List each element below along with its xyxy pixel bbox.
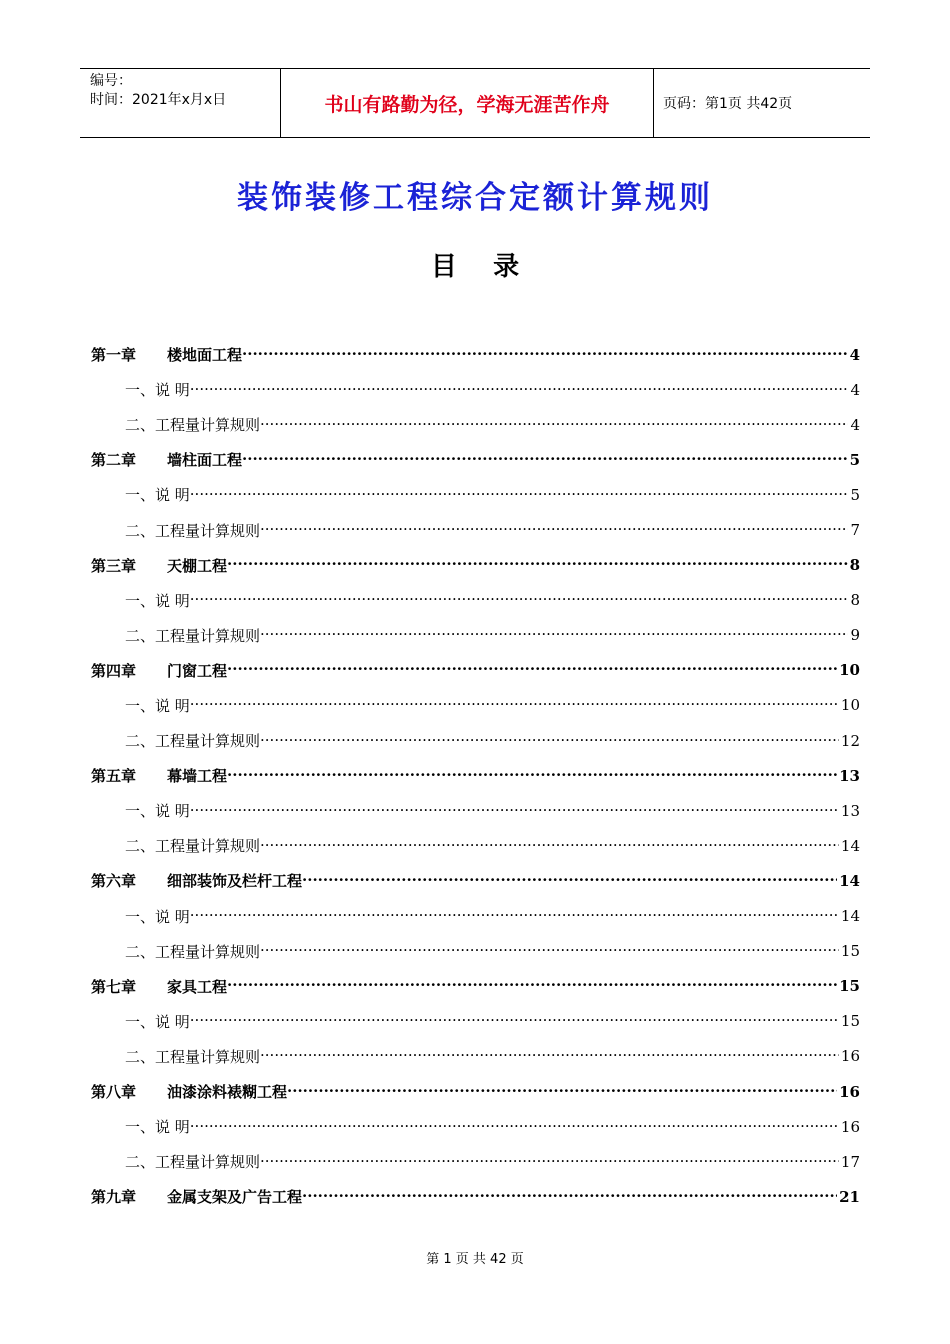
toc-dot-leader	[242, 453, 848, 467]
toc-page-number: 14	[840, 836, 860, 855]
toc-page-number: 4	[850, 415, 860, 434]
toc-entry-title: 一、说 明	[125, 591, 190, 610]
toc-entry-title: 一、说 明	[125, 381, 190, 400]
toc-section-row[interactable]	[91, 723, 860, 758]
toc-entry-title: 天棚工程	[167, 556, 228, 575]
toc-chapter-row[interactable]	[91, 1179, 860, 1214]
header-table	[80, 68, 870, 138]
toc-heading: 目 录	[430, 252, 520, 282]
toc-page-number: 13	[839, 766, 860, 785]
toc-dot-leader	[260, 1049, 839, 1063]
toc-chapter-number: 第二章	[91, 451, 137, 470]
toc-section-row[interactable]	[91, 828, 860, 863]
toc-dot-leader	[287, 1085, 837, 1099]
toc-page-number: 15	[839, 977, 860, 996]
number-label: 编号：	[90, 73, 132, 89]
toc-section-row[interactable]	[91, 688, 860, 723]
toc-section-row[interactable]	[91, 1144, 860, 1179]
toc-section-row[interactable]	[91, 512, 860, 547]
toc-entry-title: 家具工程	[167, 977, 228, 996]
page-info: 页码：第1页 共42页	[663, 96, 793, 112]
toc-entry-title: 一、说 明	[125, 1012, 190, 1031]
toc-entry-title: 二、工程量计算规则	[125, 521, 261, 540]
toc-entry-title: 油漆涂料裱糊工程	[167, 1083, 288, 1102]
toc-section-row[interactable]	[91, 1109, 860, 1144]
toc-chapter-number: 第七章	[91, 977, 137, 996]
toc-dot-leader	[260, 944, 839, 958]
toc-chapter-row[interactable]	[91, 969, 860, 1004]
toc-page-number: 8	[850, 591, 860, 610]
toc-entry-title: 二、工程量计算规则	[125, 732, 261, 751]
toc-chapter-row[interactable]	[91, 1074, 860, 1109]
toc-dot-leader	[190, 698, 839, 712]
toc-page-number: 4	[849, 345, 860, 364]
toc-section-row[interactable]	[91, 793, 860, 828]
toc-page-number: 16	[840, 1117, 860, 1136]
toc-page-number: 10	[839, 661, 860, 680]
time-label: 时间：2021年x月x日	[90, 92, 227, 108]
toc-entry-title: 墙柱面工程	[167, 451, 243, 470]
toc-chapter-row[interactable]	[91, 653, 860, 688]
toc-dot-leader	[302, 1190, 837, 1204]
toc-page-number: 14	[840, 907, 860, 926]
toc-page-number: 16	[840, 1047, 860, 1066]
toc-chapter-number: 第六章	[91, 872, 137, 891]
toc-entry-title: 楼地面工程	[167, 346, 243, 365]
toc-dot-leader	[260, 418, 848, 432]
toc-entry-title: 门窗工程	[167, 661, 228, 680]
toc-dot-leader	[260, 734, 839, 748]
toc-chapter-number: 第九章	[91, 1188, 137, 1207]
toc-chapter-row[interactable]	[91, 758, 860, 793]
toc-section-row[interactable]	[91, 1004, 860, 1039]
toc-entry-title: 一、说 明	[125, 802, 190, 821]
toc-entry-title: 二、工程量计算规则	[125, 837, 261, 856]
toc-dot-leader	[260, 1155, 839, 1169]
toc-section-row[interactable]	[91, 477, 860, 512]
toc-entry-title: 一、说 明	[125, 696, 190, 715]
toc-page-number: 5	[850, 485, 860, 504]
toc-chapter-row[interactable]	[91, 337, 860, 372]
toc-dot-leader	[227, 558, 848, 572]
toc-page-number: 15	[840, 942, 860, 961]
toc-dot-leader	[302, 874, 837, 888]
toc-section-row[interactable]	[91, 372, 860, 407]
toc-chapter-number: 第八章	[91, 1083, 137, 1102]
toc-entry-title: 金属支架及广告工程	[167, 1188, 303, 1207]
document-title: 装饰装修工程综合定额计算规则	[237, 180, 713, 216]
toc-page-number: 17	[840, 1152, 860, 1171]
toc-dot-leader	[190, 488, 849, 502]
toc-entry-title: 幕墙工程	[167, 767, 228, 786]
toc-entry-title: 二、工程量计算规则	[125, 416, 261, 435]
toc-page-number: 5	[849, 450, 860, 469]
toc-entry-title: 一、说 明	[125, 907, 190, 926]
toc-section-row[interactable]	[91, 618, 860, 653]
toc-dot-leader	[242, 348, 848, 362]
toc-dot-leader	[260, 839, 839, 853]
toc-dot-leader	[227, 979, 837, 993]
toc-section-row[interactable]	[91, 1039, 860, 1074]
toc-section-row[interactable]	[91, 583, 860, 618]
toc-dot-leader	[190, 909, 839, 923]
toc-dot-leader	[260, 628, 848, 642]
toc-entry-title: 二、工程量计算规则	[125, 942, 261, 961]
toc-dot-leader	[190, 804, 839, 818]
toc-chapter-row[interactable]	[91, 863, 860, 898]
toc-section-row[interactable]	[91, 899, 860, 934]
toc-chapter-row[interactable]	[91, 442, 860, 477]
toc-chapter-number: 第四章	[91, 661, 137, 680]
toc-entry-title: 细部装饰及栏杆工程	[167, 872, 303, 891]
toc-entry-title: 一、说 明	[125, 486, 190, 505]
toc-dot-leader	[227, 663, 837, 677]
toc-dot-leader	[190, 1014, 839, 1028]
toc-page-number: 8	[849, 556, 860, 575]
toc-chapter-number: 第一章	[91, 346, 137, 365]
toc-page-number: 7	[850, 521, 860, 540]
toc-chapter-row[interactable]	[91, 548, 860, 583]
toc-page-number: 13	[840, 801, 860, 820]
toc-page-number: 16	[839, 1082, 860, 1101]
toc-page-number: 14	[839, 871, 860, 890]
toc-page-number: 21	[839, 1187, 860, 1206]
toc-entry-title: 一、说 明	[125, 1118, 190, 1137]
toc-page-number: 9	[850, 626, 860, 645]
table-of-contents	[91, 337, 860, 1214]
header-left-cell	[80, 69, 281, 137]
toc-dot-leader	[260, 523, 848, 537]
toc-page-number: 15	[840, 1012, 860, 1031]
toc-dot-leader	[190, 1120, 839, 1134]
toc-page-number: 4	[850, 380, 860, 399]
toc-entry-title: 二、工程量计算规则	[125, 1047, 261, 1066]
toc-chapter-number: 第五章	[91, 767, 137, 786]
toc-page-number: 12	[840, 731, 860, 750]
toc-dot-leader	[190, 383, 849, 397]
toc-dot-leader	[190, 593, 849, 607]
motto: 书山有路勤为径，学海无涯苦作舟	[281, 69, 654, 137]
toc-entry-title: 二、工程量计算规则	[125, 626, 261, 645]
toc-page-number: 10	[840, 696, 860, 715]
toc-dot-leader	[227, 769, 837, 783]
toc-entry-title: 二、工程量计算规则	[125, 1153, 261, 1172]
toc-section-row[interactable]	[91, 407, 860, 442]
toc-section-row[interactable]	[91, 934, 860, 969]
toc-chapter-number: 第三章	[91, 556, 137, 575]
page-footer: 第 1 页 共 42 页	[426, 1252, 524, 1267]
